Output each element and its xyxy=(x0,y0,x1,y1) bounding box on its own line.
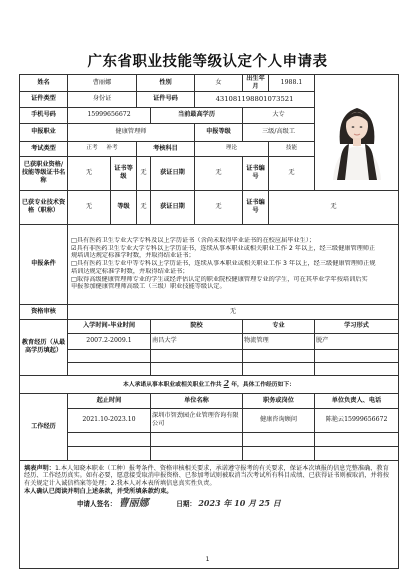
edu-major: 物流管理 xyxy=(243,333,315,349)
qual-cert-date-label: 获证日期 xyxy=(151,156,195,190)
title-cert-number-label: 证书编号 xyxy=(243,190,269,224)
qual-cert-level-label: 证书等级 xyxy=(111,156,137,190)
enroll-grad-header: 入学时间-毕业时间 xyxy=(68,319,151,333)
level-label: 申报等级 xyxy=(195,123,243,141)
applicant-signature: 曹丽娜 xyxy=(118,497,149,509)
qual-cert-label: 已获职业资格/技能等级证书名称 xyxy=(20,156,68,190)
level-value: 三级/高级工 xyxy=(243,123,315,141)
conditions-label: 申报条件 xyxy=(20,224,68,304)
row-title-cert xyxy=(20,190,399,224)
qual-cert-date-value: 无 xyxy=(195,156,243,190)
title-cert-date-label: 获证日期 xyxy=(151,190,195,224)
row-education-empty xyxy=(20,349,399,362)
education-value: 大专 xyxy=(243,107,315,123)
qual-cert-value: 无 xyxy=(68,156,111,190)
position-header: 职务或岗位 xyxy=(243,393,315,408)
major-header: 专业 xyxy=(243,319,315,333)
title-cert-label: 已获专业技术资格（职称） xyxy=(20,190,68,224)
cert-type-label: 证件类型 xyxy=(20,91,68,107)
work-certifier: 陈艳云15999656672 xyxy=(315,408,399,432)
row-education-empty xyxy=(20,362,399,375)
qual-cert-number-value: 无 xyxy=(269,156,315,190)
certifier-header: 单位负责人、电话 xyxy=(315,393,399,408)
phone-label: 手机号码 xyxy=(20,107,68,123)
work-years-value: 2 xyxy=(223,378,230,389)
work-period: 2021.10-2023.10 xyxy=(68,408,151,432)
form-title: 广东省职业技能等级认定个人申请表 xyxy=(87,53,328,70)
study-mode-header: 学习形式 xyxy=(315,319,399,333)
row-qual-review xyxy=(20,304,399,319)
edu-history-label: 教育经历（从最高学历填起） xyxy=(20,319,68,375)
phone-value: 15999656672 xyxy=(68,107,151,123)
employer-header: 单位名称 xyxy=(151,393,243,408)
exam-type-regular: 正考 xyxy=(86,145,98,151)
exam-subject-skill: 技能 xyxy=(269,141,315,156)
row-declaration xyxy=(20,460,399,568)
applicant-photo xyxy=(315,84,398,180)
school-header: 院校 xyxy=(151,319,243,333)
row-education-header xyxy=(20,319,399,333)
gender-label: 性别 xyxy=(137,75,195,92)
exam-type-options xyxy=(68,141,137,156)
row-name xyxy=(20,75,399,92)
gender-value: 女 xyxy=(195,75,243,92)
qual-cert-level-value: 无 xyxy=(137,156,151,190)
work-employer: 深圳市智劲园企业管理咨询有限公司 xyxy=(151,408,243,432)
title-cert-date-value: 无 xyxy=(195,190,243,224)
occupation-value: 健康管理师 xyxy=(68,123,195,141)
application-form-table xyxy=(19,74,399,569)
edu-school: 南昌大学 xyxy=(151,333,243,349)
qual-review-label: 资格审核 xyxy=(20,304,68,319)
edu-period: 2007.2-2009.1 xyxy=(68,333,151,349)
signature-line xyxy=(24,498,394,511)
exam-type-makeup: 补考 xyxy=(106,145,118,151)
portrait-image xyxy=(315,84,398,180)
exam-subject-theory: 理论 xyxy=(195,141,269,156)
exam-type-label: 考试类型 xyxy=(20,141,68,156)
declaration-block xyxy=(20,460,399,568)
title-cert-grade-value: 无 xyxy=(137,190,151,224)
condition-line: 规培训达规定标准学时数，并取得结业证书； xyxy=(71,252,195,260)
cert-no-value: 431081198801073521 xyxy=(195,91,315,107)
qual-cert-number-label: 证书编号 xyxy=(243,156,269,190)
condition-line: □取得高级健康管理师专业的学生或经评估认定的职业院校健康管理专业的学生，可在其毕业学年按培训后实 xyxy=(71,275,368,283)
conditions-list xyxy=(68,224,399,304)
start-end-header: 起止时间 xyxy=(68,393,151,408)
condition-line: ☑具有非医药卫生专业大学专科以上学历证书，连续从事本职业或相关职业工作 2 年以上，经三级健康管理师正 xyxy=(71,244,376,252)
row-work-header xyxy=(20,393,399,408)
work-years-statement: 本人承诺从事本职业或相关职业工作共 2 年，具体工作经历如下： xyxy=(20,375,399,393)
photo-cell xyxy=(315,75,399,191)
declaration-text: 1.本人知晓本职业（工种）报考条件、资格审核相关要求，承诺遵守报考的有关要求，保证本次填报的信息完整准确、教育经历、工作经历真实。如有必要，愿意接受取消申报资格、已参加考试则被取消当次考试所有科目成绩、已获得证书则被取消，并将按有关规定计入诚信档案等处理；2.我本人对本表所填信息真实性负责。 xyxy=(24,464,390,487)
name-value: 曹丽娜 xyxy=(68,75,137,92)
condition-line: □具有医药卫生专业大学专科及以上学历证书（含尚未取得毕业证书的在校应届毕业生）； xyxy=(71,236,316,244)
row-work-empty xyxy=(20,446,399,460)
name-label: 姓名 xyxy=(20,75,68,92)
edu-mode: 脱产 xyxy=(315,333,399,349)
work-history-label: 工作经历 xyxy=(20,393,68,460)
cert-type-value: 身份证 xyxy=(68,91,137,107)
condition-line: 申报参加健康管理师高级工（三级）职业技能等级认定。 xyxy=(71,283,226,291)
declaration-heading: 填表声明： xyxy=(24,464,55,472)
title-cert-number-value: 无 xyxy=(269,190,399,224)
title-cert-grade-label: 等级 xyxy=(111,190,137,224)
condition-line: □具有医药卫生专业中等专科以上学历证书，连续从事本职业或相关职业工作 3 年以上，经三级健康管理师正规 xyxy=(71,260,376,268)
condition-line: 培训达规定标准学时数，并取得结业证书； xyxy=(71,267,189,275)
cert-no-label: 证件号码 xyxy=(137,91,195,107)
applicant-label: 申请人签名： xyxy=(76,499,117,508)
education-label: 当前最高学历 xyxy=(151,107,243,123)
row-work-years xyxy=(20,375,399,393)
row-work-empty xyxy=(20,432,399,446)
birth-value: 1988.1 xyxy=(269,75,315,92)
date-label: 日期： xyxy=(176,499,197,508)
title-cert-value: 无 xyxy=(68,190,111,224)
row-conditions xyxy=(20,224,399,304)
declaration-confirm: 本人确认已阅读并明白上述条款，并受所填条款约束。 xyxy=(24,487,173,495)
qual-review-value: 无 xyxy=(68,304,399,319)
row-education-entry xyxy=(20,333,399,349)
work-position: 健康咨询顾问 xyxy=(243,408,315,432)
exam-subject-label: 考核科目 xyxy=(137,141,195,156)
birth-label: 出生年月 xyxy=(243,75,269,92)
row-work-entry xyxy=(20,408,399,432)
page-number: 1 xyxy=(205,556,210,563)
occupation-label: 申报职业 xyxy=(20,123,68,141)
signature-date: 2023 年 10 月 25 日 xyxy=(198,497,281,508)
